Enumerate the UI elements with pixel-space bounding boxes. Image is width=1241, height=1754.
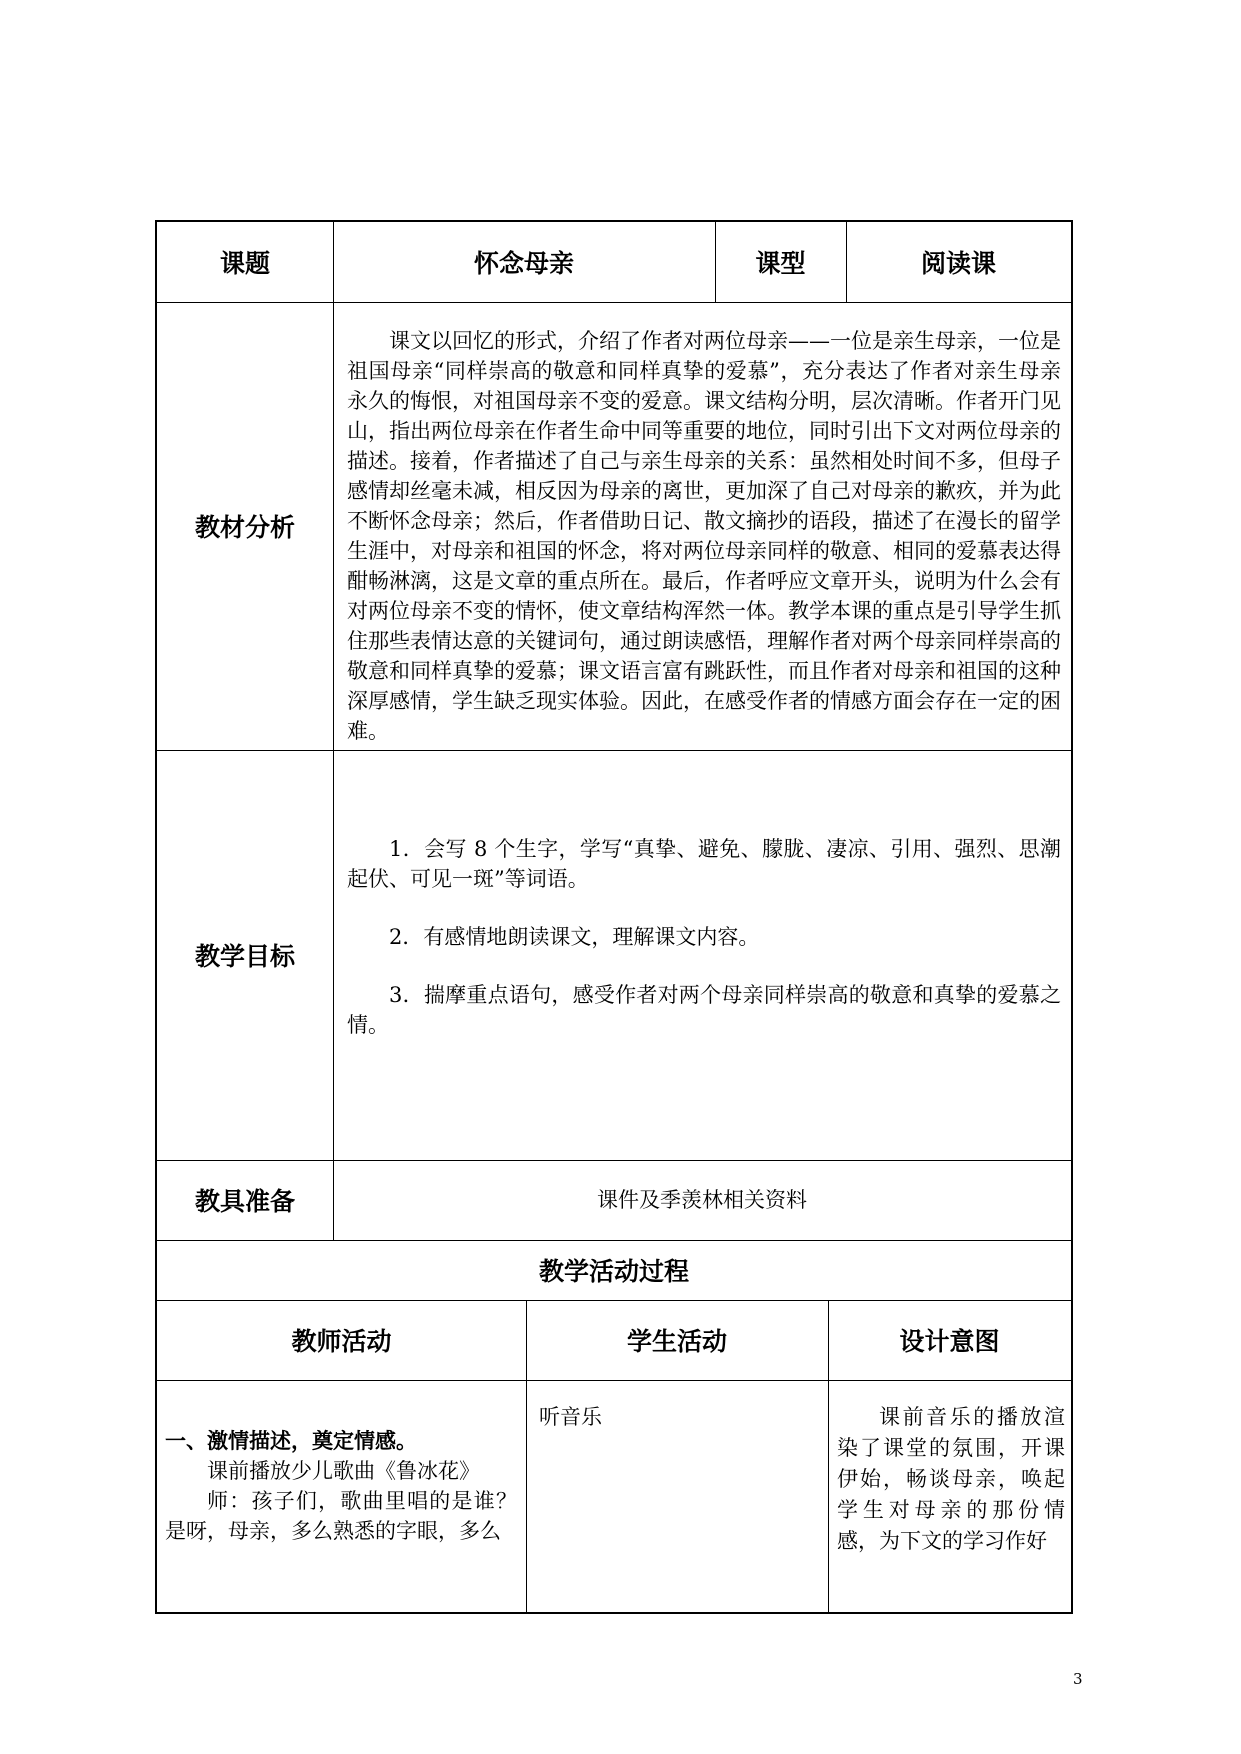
teacher-activity-header: 教师活动: [291, 1327, 392, 1356]
analysis-text: 课文以回忆的形式，介绍了作者对两位母亲——一位是亲生母亲，一位是祖国母亲“同样崇高的敬意和同样真挚的爱慕”，充分表达了作者对亲生母亲永久的悔恨，对祖国母亲不变的爱意。课文结构分明，层次清晰。作者开门见山，指出两位母亲在作者生命中同等重要的地位，同时引出下文对两位母亲的描述。接着，作者描述了自己与亲生母亲的关系：虽然相处时间不多，但母子感情却丝毫未减，相反因为母亲的离世，更加深了自己对母亲的歉疚，并为此不断怀念母亲；然后，作者借助日记、散文摘抄的语段，描述了在漫长的留学生涯中，对母亲和祖国的怀念，将对两位母亲同样的敬意、相同的爱慕表达得酣畅淋漓，这是文章的重点所在。最后，作者呼应文章开头，说明为什么会有对两位母亲不变的情怀，使文章结构浑然一体。教学本课的重点是引导学生抓住那些表情达意的关键词句，通过朗读感悟，理解作者对两个母亲同样崇高的敬意和同样真挚的爱慕；课文语言富有跳跃性，而且作者对母亲和祖国的这种深厚感情，学生缺乏现实体验。因此，在感受作者的情感方面会存在一定的困难。: [347, 329, 1061, 743]
row-divider: [157, 1380, 1071, 1381]
analysis-cell: [347, 326, 1061, 746]
topic-value: 怀念母亲: [473, 249, 574, 278]
process-title: 教学活动过程: [538, 1257, 689, 1286]
objectives-label: 教学目标: [194, 942, 295, 971]
student-activity-cell: [539, 1402, 819, 1432]
objective-item: 3．揣摩重点语句，感受作者对两个母亲同样崇高的敬意和真挚的爱慕之情。: [347, 983, 1061, 1037]
student-activity-text: 听音乐: [539, 1405, 602, 1429]
materials-label: 教具准备: [194, 1187, 295, 1216]
teacher-activity-cell: [165, 1426, 517, 1546]
type-label: 课型: [755, 249, 806, 278]
objective-item: 1．会写 8 个生字，学写“真挚、避免、朦胧、凄凉、引用、强烈、思潮起伏、可见一斑”等词语。: [347, 837, 1061, 891]
teacher-activity-line: 课前播放少儿歌曲《鲁冰花》: [207, 1459, 480, 1483]
objectives-cell: [347, 834, 1061, 1040]
teacher-activity-heading: 一、激情描述，奠定情感。: [165, 1429, 417, 1453]
page-number: 3: [1073, 1670, 1083, 1688]
objective-item: 2．有感情地朗读课文，理解课文内容。: [389, 925, 760, 949]
topic-label: 课题: [219, 249, 270, 278]
lesson-plan-table: [155, 220, 1073, 1614]
teacher-activity-line: 师：孩子们，歌曲里唱的是谁？是呀，母亲，多么熟悉的字眼，多么: [165, 1489, 517, 1543]
design-intent-header: 设计意图: [899, 1327, 1000, 1356]
student-activity-header: 学生活动: [626, 1327, 727, 1356]
type-value: 阅读课: [920, 249, 996, 278]
materials-value: 课件及季羡林相关资料: [597, 1188, 807, 1212]
design-intent-text: 课前音乐的播放渲染了课堂的氛围，开课伊始，畅谈母亲，唤起学生对母亲的那份情感，为下文的学习作好: [837, 1405, 1065, 1553]
design-intent-cell: [837, 1402, 1065, 1557]
col-divider: [333, 222, 334, 1240]
analysis-label: 教材分析: [194, 513, 295, 542]
